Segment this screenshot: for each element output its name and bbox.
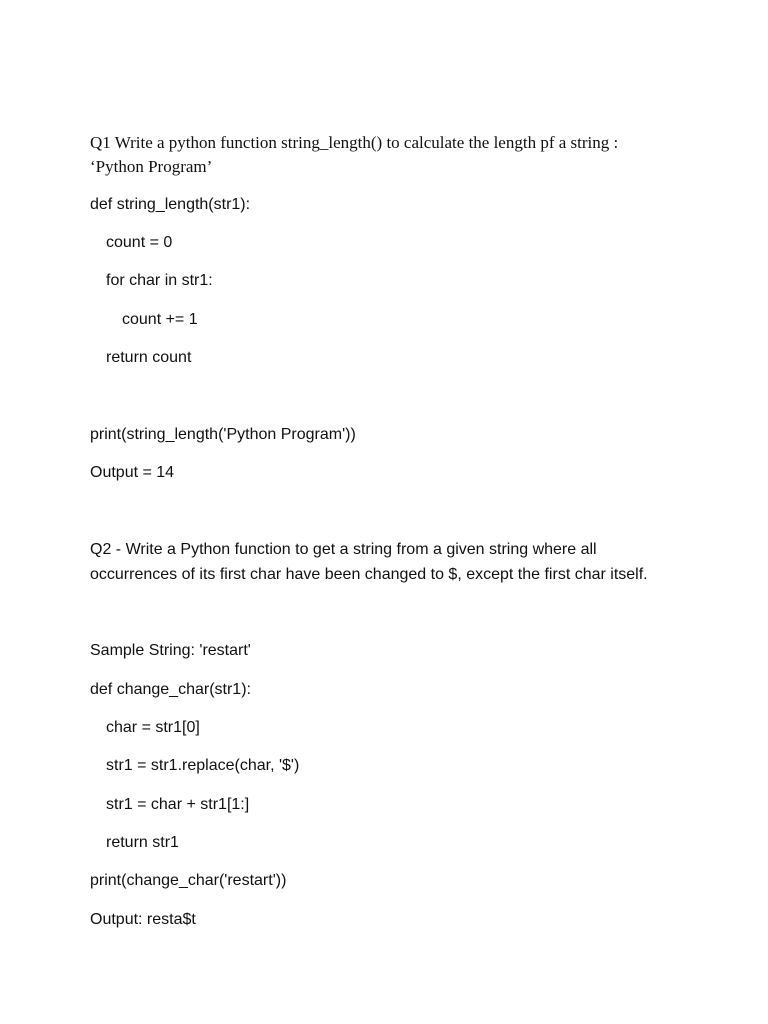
q1-print-line: print(string_length('Python Program')) [90,426,356,443]
q2-code-replace: str1 = str1.replace(char, '$') [106,757,300,774]
q1-output: Output = 14 [90,464,175,481]
q2-output: Output: resta$t [90,911,196,928]
q2-code-def: def change_char(str1): [90,681,251,698]
q1-code-increment: count += 1 [122,311,198,328]
q1-question-line-2: ‘Python Program’ [90,157,213,176]
q2-code-return: return str1 [106,834,179,851]
q1-code-count-init: count = 0 [106,234,173,251]
q1-code-for: for char in str1: [106,272,213,289]
q1-code-def: def string_length(str1): [90,196,251,213]
q2-code-char: char = str1[0] [106,719,200,736]
q1-code-return: return count [106,349,192,366]
q2-code-concat: str1 = char + str1[1:] [106,796,250,813]
q2-print-line: print(change_char('restart')) [90,872,287,889]
q2-question-line-1: Q2 - Write a Python function to get a string from a given string where all [90,541,597,558]
q2-question-line-2: occurrences of its first char have been changed to $, except the first char itself. [90,566,648,583]
q2-sample-string: Sample String: 'restart' [90,642,251,659]
q1-question-line-1: Q1 Write a python function string_length() to calculate the length pf a string : [90,133,619,152]
